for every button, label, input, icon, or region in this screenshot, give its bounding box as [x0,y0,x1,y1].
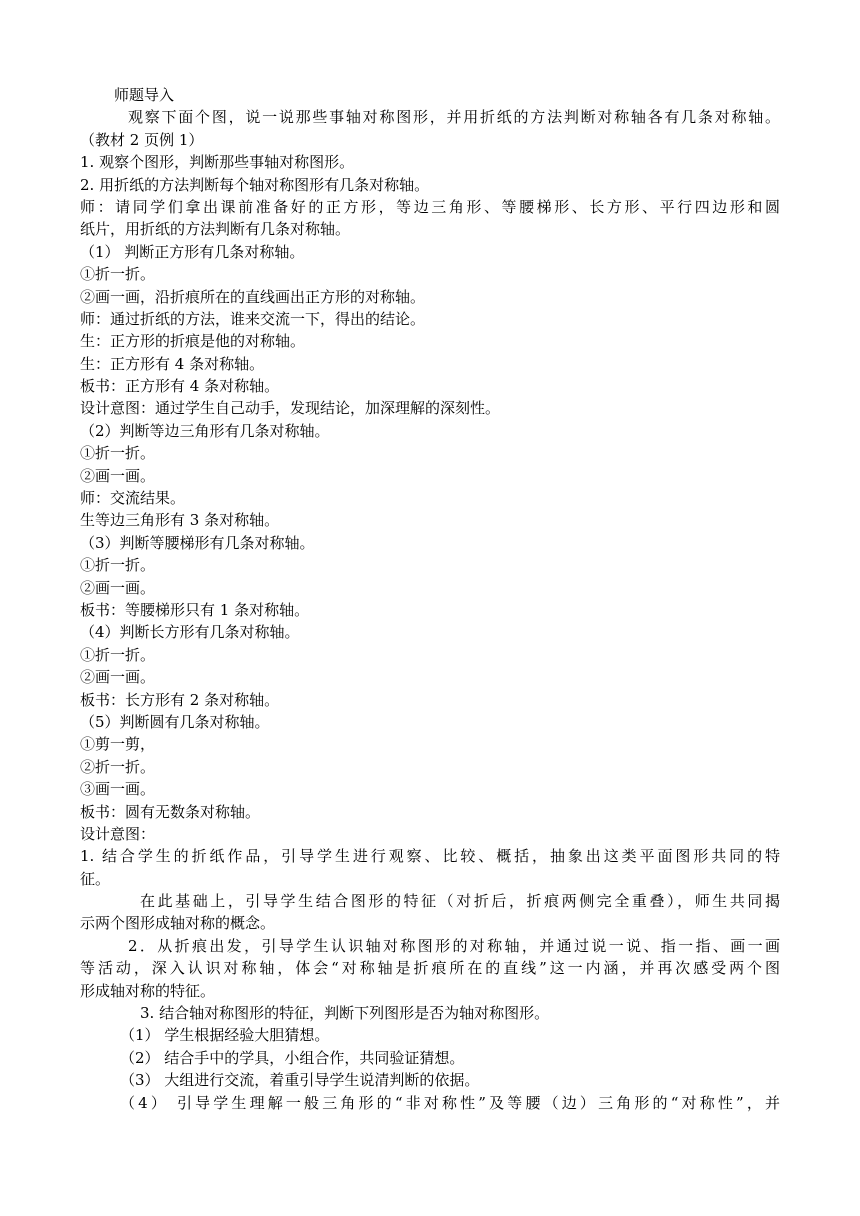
paragraph-line: 设计意图：通过学生自己动手，发现结论，加深理解的深刻性。 [80,399,501,418]
list-item: 2．从折痕出发，引导学生认识轴对称图形的对称轴，并通过说一说、指一指、画一画 [128,936,780,955]
list-item: （4） 引导学生理解一般三角形的“非对称性”及等腰（边）三角形的“对称性”，并 [120,1093,780,1112]
paragraph-line: 生：正方形有 4 条对称轴。 [80,354,265,373]
paragraph-line: 板书：正方形有 4 条对称轴。 [80,377,280,396]
list-item: 2. 用折纸的方法判断每个轴对称图形有几条对称轴。 [80,175,430,194]
section-heading: 师题导入 [114,86,175,104]
paragraph-line: 观察下面个图，说一说那些事轴对称图形，并用折纸的方法判断对称轴各有几条对称轴。 [128,108,780,127]
list-item: （5）判断圆有几条对称轴。 [80,712,270,731]
list-item: ②画一画。 [80,578,156,597]
paragraph-line: 生等边三角形有 3 条对称轴。 [80,511,280,530]
paragraph-line: 在此基础上，引导学生结合图形的特征（对折后，折痕两侧完全重叠），师生共同揭 [140,892,780,911]
list-item: （2） 结合手中的学具，小组合作，共同验证猜想。 [120,1048,465,1067]
paragraph-line: 示两个图形成轴对称的概念。 [80,914,276,933]
list-item: ②画一画，沿折痕所在的直线画出正方形的对称轴。 [80,287,426,306]
list-item: ②画一画。 [80,466,156,485]
paragraph-line: 纸片，用折纸的方法判断有几条对称轴。 [80,220,351,239]
list-item: （2）判断等边三角形有几条对称轴。 [80,421,330,440]
list-item: （1） 判断正方形有几条对称轴。 [80,242,305,261]
list-item: ②折一折。 [80,757,156,776]
list-item: ②画一画。 [80,668,156,687]
list-item: ①折一折。 [80,556,156,575]
list-item: 1. 观察个图形，判断那些事轴对称图形。 [80,153,355,172]
paragraph-line: 生：正方形的折痕是他的对称轴。 [80,332,306,351]
paragraph-line: 板书：长方形有 2 条对称轴。 [80,690,280,709]
paragraph-line: （教材 2 页例 1） [80,130,204,149]
paragraph-line: 征。 [80,869,111,888]
list-item: ①折一折。 [80,265,156,284]
paragraph-line: 板书：圆有无数条对称轴。 [80,802,261,821]
paragraph-line: 形成轴对称的特征。 [80,981,216,1000]
list-item: ③画一画。 [80,780,156,799]
paragraph-line: 设计意图： [80,824,156,843]
list-item: 3. 结合轴对称图形的特征，判断下列图形是否为轴对称图形。 [140,1004,550,1023]
paragraph-line: 师：交流结果。 [80,489,186,508]
list-item: （4）判断长方形有几条对称轴。 [80,623,300,642]
list-item: 1. 结合学生的折纸作品，引导学生进行观察、比较、概括，抽象出这类平面图形共同的特 [80,847,780,866]
list-item: ①折一折。 [80,444,156,463]
list-item: （3）判断等腰梯形有几条对称轴。 [80,533,315,552]
document-page [80,84,780,1114]
list-item: （3） 大组进行交流，着重引导学生说清判断的依据。 [120,1071,480,1090]
list-item: （1） 学生根据经验大胆猜想。 [120,1026,330,1045]
paragraph-line: 等活动，深入认识对称轴，体会“对称轴是折痕所在的直线”这一内涵，并再次感受两个图 [80,959,780,978]
list-item: ①剪一剪， [80,735,156,754]
paragraph-line: 师：通过折纸的方法，谁来交流一下，得出的结论。 [80,309,426,328]
list-item: ①折一折。 [80,645,156,664]
paragraph-line: 板书：等腰梯形只有 1 条对称轴。 [80,600,310,619]
paragraph-line: 师：请同学们拿出课前准备好的正方形，等边三角形、等腰梯形、长方形、平行四边形和圆 [80,197,780,216]
